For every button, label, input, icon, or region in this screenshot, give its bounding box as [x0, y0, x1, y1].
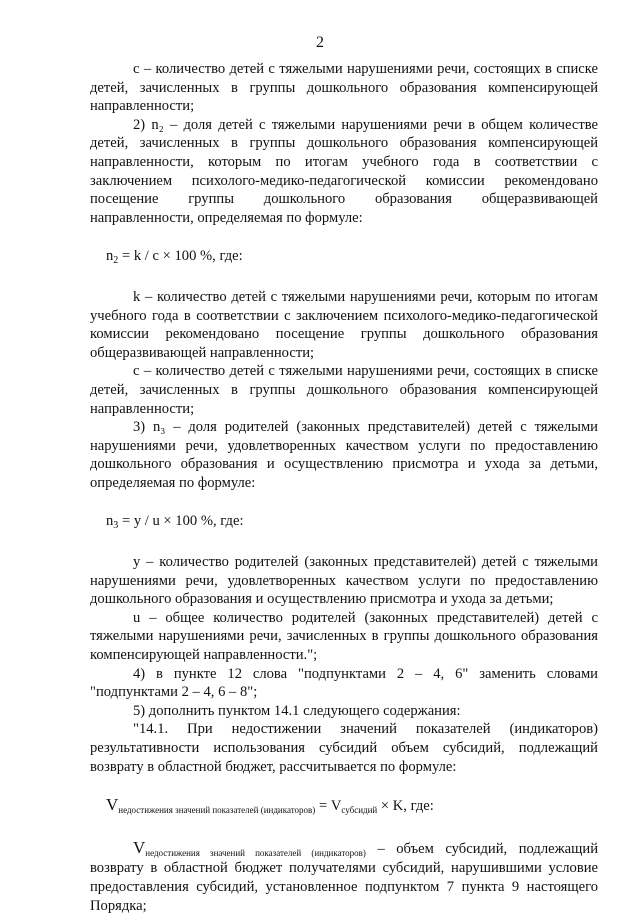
- page-number: 2: [316, 34, 324, 51]
- formula-n2: $n_2 = k / c \times 100$ %, где:: [106, 248, 243, 267]
- paragraph-y-definition: y – количество родителей (законных представителей) детей с тяжелыми нарушениями речи, удовлетворенных качеством услуги по предоставлению дошкольного образования и осуществлению присмотра и ухода за детьми;: [90, 554, 598, 608]
- paragraph-item-5: 5) дополнить пунктом 14.1 следующего содержания:: [133, 702, 461, 719]
- paragraph-c-definition: с – количество детей с тяжелыми нарушениями речи, состоящих в списке детей, зачисленных в группы дошкольного образования компенсирующей направленности;: [90, 61, 598, 115]
- paragraph-k-definition: k – количество детей с тяжелыми нарушениями речи, которым по итогам учебного года в соответствии с заключением психолого-медико-педагогической комиссии рекомендовано посещение группы дошкольного образования общеразвивающей направленности;: [90, 288, 598, 361]
- paragraph-u-definition: u – общее количество родителей (законных представителей) детей с тяжелыми нарушениями речи, зачисленных в группы дошкольного образования компенсирующей направленности.";: [90, 609, 598, 664]
- formula-n3: $n_3 = y / u \times 100$ %, где:: [106, 513, 244, 532]
- formula-v: $V_{недостижения значений показателей (индикаторов)} = V_{субсидий} \times K$, где:: [106, 795, 434, 816]
- paragraph-c2-definition: с – количество детей с тяжелыми нарушениями речи, состоящих в списке детей, зачисленных в группы дошкольного образования компенсирующей направленности;: [90, 363, 598, 417]
- paragraph-n2-definition: 2) n₂ – доля детей с тяжелыми нарушениями речи в общем количестве детей, зачисленных в группы дошкольного образования компенсирующей направленности, которым по итогам учебного года в соответствии с заключением психолого-медико-педагогической комиссии рекомендовано посещение группы дошкольного образования общеразвивающей направленности, определяемая по формуле:: [90, 116, 598, 226]
- paragraph-14-1: "14.1. При недостижении значений показателей (индикаторов) результативности использования субсидий объем субсидий, подлежащий возврату в областной бюджет, рассчитывается по формуле:: [90, 721, 598, 775]
- paragraph-n3-definition: 3) n₃ – доля родителей (законных представителей) детей с тяжелыми нарушениями речи, удовлетворенных качеством услуги по предоставлению дошкольного образования и осуществлению присмотра и ухода за детьми, определяемая по формуле:: [90, 419, 598, 491]
- paragraph-item-4: 4) в пункте 12 слова "подпунктами 2 – 4, 6" заменить словами "подпунктами 2 – 4, 6 – 8";: [90, 665, 598, 701]
- document-body: [90, 60, 598, 915]
- paragraph-v-definition: $V_{недостижения значений показателей (индикаторов)}$ – объем субсидий, подлежащий возврату в областной бюджет получателями субсидий, нарушившими условие предоставления субсидий, установленное подпунктом 7 пункта 9 настоящего Порядка;: [90, 837, 599, 914]
